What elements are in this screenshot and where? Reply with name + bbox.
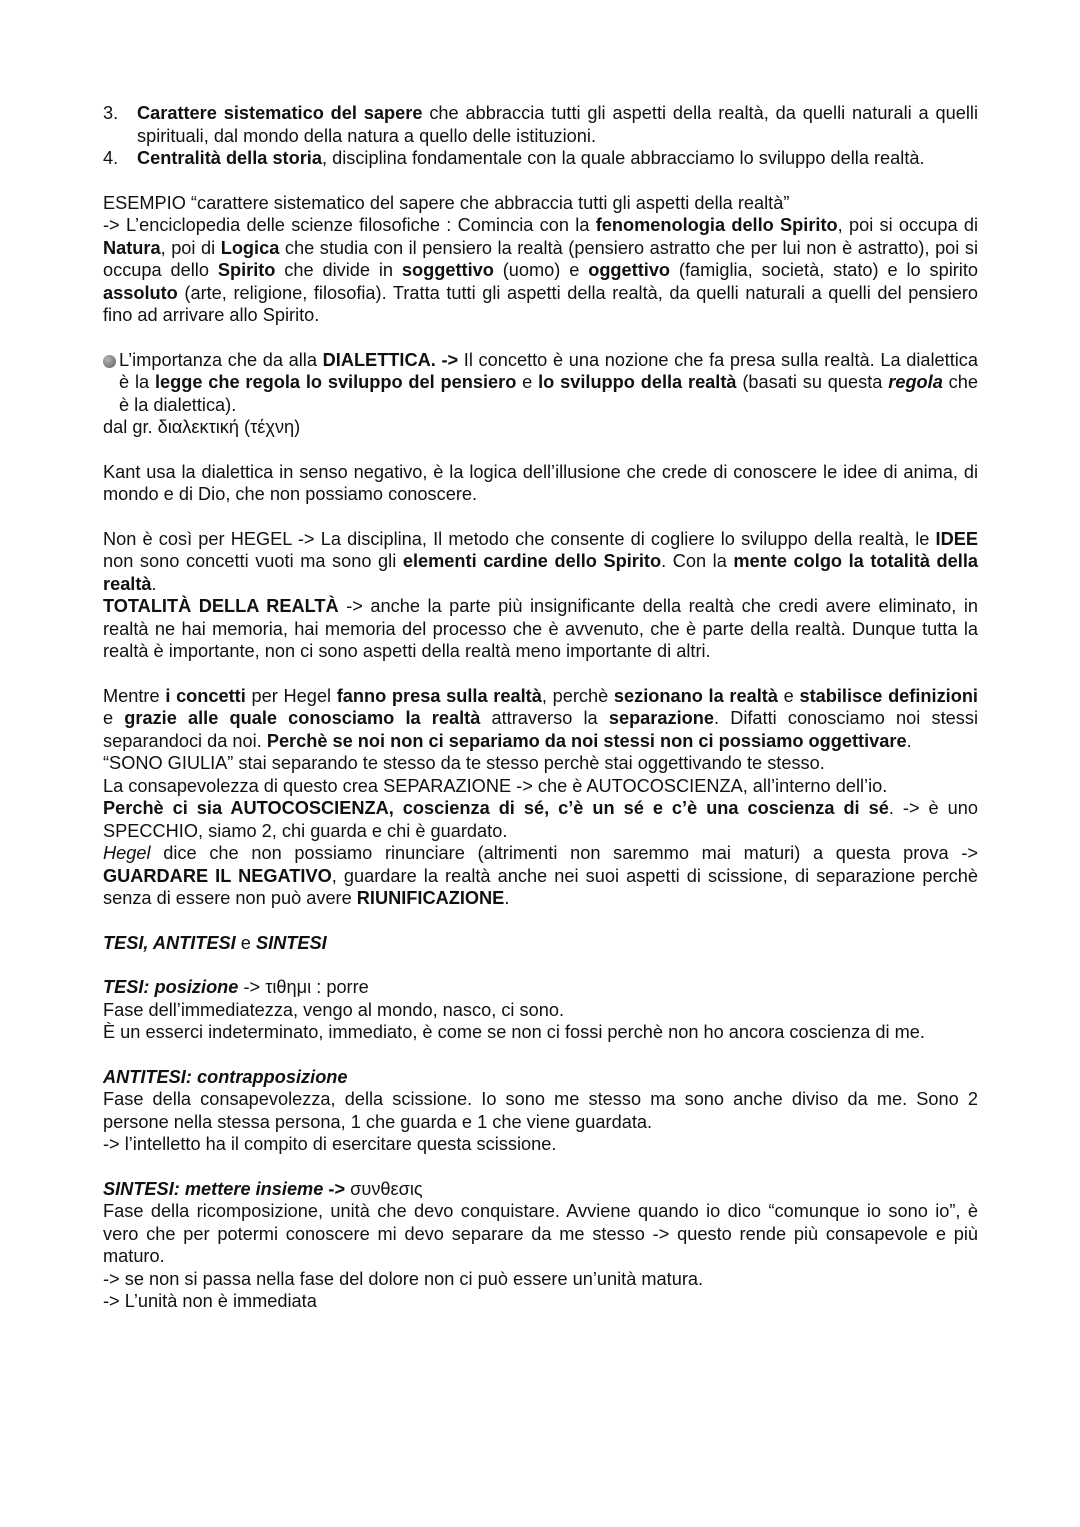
greek-etymology: dal gr. διαλεκτική (τέχνη) [103,417,301,437]
giulia-line: “SONO GIULIA” stai separando te stesso da te stesso perchè stai oggettivando te stesso. [103,753,825,773]
self-consciousness-paragraph: Perchè ci sia AUTOCOSCIENZA, coscienza di sé, c’è un sé e c’è una coscienza di sé. -> è uno SPECCHIO, siamo 2, chi guarda e chi è guardato. [103,798,979,841]
bullet-dot-icon [103,355,116,368]
dialectic-paragraph: L’importanza che da alla DIALETTICA. -> Il concetto è una nozione che fa presa sulla realtà. La dialettica è la legge che regola lo sviluppo del pensiero e lo sviluppo della realtà (basati su questa regola che è la dialettica). [119,349,979,415]
antithesis-line: -> l’intelletto ha il compito di esercitare questa scissione. [103,1134,557,1154]
thesis-line: Fase dell’immediatezza, vengo al mondo, nasco, ci sono. [103,999,564,1020]
dialectic-bullet [103,349,978,417]
thesis-heading: TESI: posizione -> τιθημι : porre [103,977,369,997]
document-page [103,102,978,1313]
hegel-paragraph: Non è così per HEGEL -> La disciplina, Il metodo che consente di cogliere lo sviluppo della realtà, le IDEE non sono concetti vuoti ma sono gli elementi cardine dello Spirito. Con la mente colgo la totalità della realtà. [103,528,978,594]
concepts-paragraph: Mentre i concetti per Hegel fanno presa sulla realtà, perchè sezionano la realtà e stabilisce definizioni e grazie alle quale conosciamo la realtà attraverso la separazione. Difatti conosciamo noi stessi separandoci da noi. Perchè se noi non ci separiamo da noi stessi non ci possiamo oggettivare. [103,685,978,751]
antithesis-line: Fase della consapevolezza, della scissione. Io sono me stesso ma sono anche diviso da me. Sono 2 persone nella stessa persona, 1 che guarda e 1 che viene guardata. [103,1089,978,1132]
example-heading: ESEMPIO “carattere sistematico del sapere che abbraccia tutti gli aspetti della realtà” [103,192,790,213]
list-number: 4. [103,148,119,168]
totality-paragraph: TOTALITÀ DELLA REALTÀ -> anche la parte più insignificante della realtà che credi avere eliminato, in realtà ne hai memoria, hai memoria del processo che è avvenuto, che è parte della realtà. Dunque tutta la realtà è importante, non ci sono aspetti della realtà meno importante di altri. [103,596,979,661]
list-number: 3. [103,103,119,123]
negative-paragraph: Hegel dice che non possiamo rinunciare (altrimenti non saremmo mai maturi) a questa prova -> GUARDARE IL NEGATIVO, guardare la realtà anche nei suoi aspetti di scissione, di separazione perchè senza di essere non può avere RIUNIFICAZIONE. [103,843,978,908]
thesis-line: È un esserci indeterminato, immediato, è come se non ci fossi perchè non ho ancora coscienza di me. [103,1022,925,1042]
triad-heading: TESI, ANTITESI e SINTESI [103,932,327,953]
example-paragraph: -> L’enciclopedia delle scienze filosofiche : Comincia con la fenomenologia dello Spirito, poi si occupa di Natura, poi di Logica che studia con il pensiero la realtà (pensiero astratto che per lui non è astratto), poi si occupa dello Spirito che divide in soggettivo (uomo) e oggettivo (famiglia, società, stato) e lo spirito assoluto (arte, religione, filosofia). Tratta tutti gli aspetti della realtà, da quelli naturali a quelli del pensiero fino ad arrivare allo Spirito. [103,215,979,325]
list-item-text: che abbraccia tutti gli aspetti della realtà, da quelli naturali a quelli spirituali, dal mondo della natura a quello delle istituzioni. [137,103,978,146]
awareness-line: La consapevolezza di questo crea SEPARAZIONE -> che è AUTOCOSCIENZA, all’interno dell’io. [103,775,888,796]
antithesis-heading: ANTITESI: contrapposizione [103,1066,348,1087]
synthesis-line: Fase della ricomposizione, unità che devo conquistare. Avviene quando io dico “comunque io sono io”, è vero che per potermi conoscere mi devo separare da me stesso -> questo rende più consapevole e più maturo. [103,1201,978,1266]
list-item-text: , disciplina fondamentale con la quale abbracciamo lo sviluppo della realtà. [321,148,925,168]
list-item-bold: Centralità della storia [137,148,322,168]
kant-paragraph: Kant usa la dialettica in senso negativo, è la logica dell’illusione che crede di conoscere le idee di anima, di mondo e di Dio, che non possiamo conoscere. [103,461,978,504]
list-item [103,147,978,170]
list-item [103,102,978,147]
list-item-bold: Carattere sistematico del sapere [137,103,423,123]
synthesis-heading: SINTESI: mettere insieme -> συνθεσις [103,1178,423,1199]
synthesis-line: -> se non si passa nella fase del dolore non ci può essere un’unità matura. [103,1268,704,1289]
synthesis-line: -> L’unità non è immediata [103,1291,317,1311]
